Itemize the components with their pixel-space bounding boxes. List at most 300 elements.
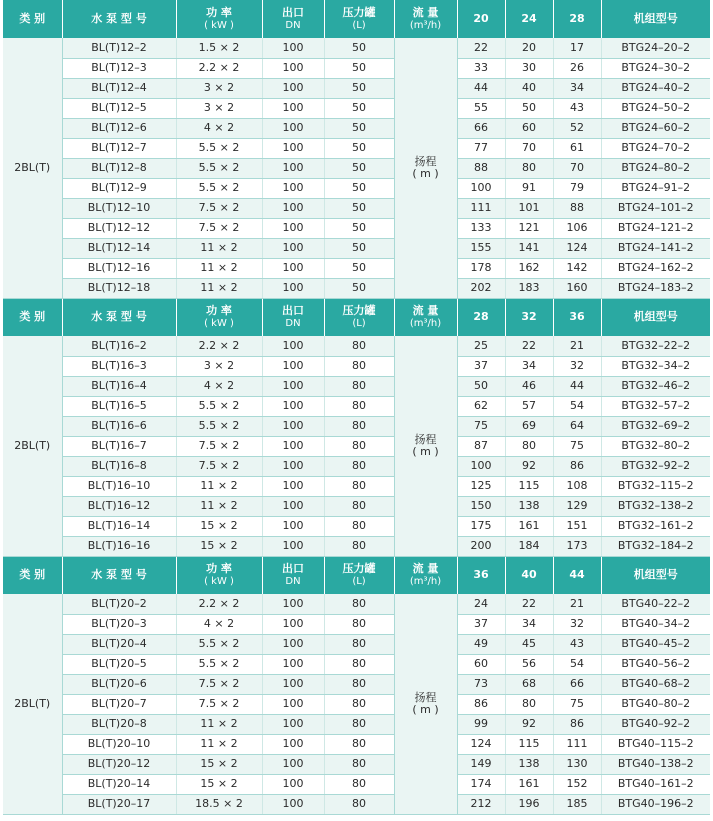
lift-value-cell: 115 — [505, 734, 553, 754]
header-tank — [324, 298, 394, 336]
lift-value-cell: 32 — [553, 356, 601, 376]
pump-model-cell: BL(T)20–17 — [62, 794, 176, 814]
power-cell: 15 × 2 — [176, 754, 262, 774]
lift-value-cell: 55 — [457, 98, 505, 118]
lift-value-cell: 61 — [553, 138, 601, 158]
tank-volume-cell: 80 — [324, 754, 394, 774]
header-category — [3, 0, 62, 38]
pump-model-cell: BL(T)20–7 — [62, 694, 176, 714]
tank-volume-cell: 80 — [324, 476, 394, 496]
header-flow-value — [505, 298, 553, 336]
header-outlet — [262, 298, 324, 336]
category-cell — [3, 594, 62, 814]
header-tank — [324, 0, 394, 38]
outlet-dn-cell: 100 — [262, 536, 324, 556]
lift-value-cell: 50 — [505, 98, 553, 118]
lift-value-cell: 161 — [505, 516, 553, 536]
pump-model-cell: BL(T)20–6 — [62, 674, 176, 694]
unit-model-cell: BTG32–22–2 — [601, 336, 710, 356]
lift-value-cell: 45 — [505, 634, 553, 654]
power-cell: 11 × 2 — [176, 238, 262, 258]
lift-value-cell: 173 — [553, 536, 601, 556]
unit-model-cell: BTG32–69–2 — [601, 416, 710, 436]
table-row — [3, 98, 710, 118]
table-row — [3, 436, 710, 456]
lift-value-cell: 100 — [457, 456, 505, 476]
lift-value-cell: 30 — [505, 58, 553, 78]
lift-value-cell: 21 — [553, 336, 601, 356]
unit-model-cell: BTG24–80–2 — [601, 158, 710, 178]
outlet-dn-cell: 100 — [262, 278, 324, 298]
section-header-row — [3, 0, 710, 38]
header-outlet — [262, 556, 324, 594]
pump-model-cell: BL(T)16–2 — [62, 336, 176, 356]
unit-model-cell: BTG24–70–2 — [601, 138, 710, 158]
power-cell: 5.5 × 2 — [176, 654, 262, 674]
header-outlet-unit: DN — [285, 19, 301, 31]
lift-value-cell: 183 — [505, 278, 553, 298]
table-row — [3, 634, 710, 654]
pump-model-cell: BL(T)20–14 — [62, 774, 176, 794]
lift-value-cell: 202 — [457, 278, 505, 298]
table-row — [3, 734, 710, 754]
header-flow-value-label: 44 — [569, 568, 585, 582]
lift-value-cell: 64 — [553, 416, 601, 436]
header-flow — [394, 556, 457, 594]
outlet-dn-cell: 100 — [262, 138, 324, 158]
unit-model-cell: BTG24–91–2 — [601, 178, 710, 198]
pump-model-cell: BL(T)12–3 — [62, 58, 176, 78]
lift-value-cell: 37 — [457, 614, 505, 634]
lift-value-cell: 200 — [457, 536, 505, 556]
lift-value-cell: 75 — [457, 416, 505, 436]
header-unit-model — [601, 0, 710, 38]
header-category-label: 类 别 — [19, 568, 46, 582]
tank-volume-cell: 80 — [324, 674, 394, 694]
lift-value-cell: 60 — [505, 118, 553, 138]
header-flow-value-label: 36 — [569, 310, 585, 324]
unit-model-cell: BTG40–45–2 — [601, 634, 710, 654]
header-power-label: 功 率 — [206, 562, 232, 576]
lift-value-cell: 130 — [553, 754, 601, 774]
category-label: 2BL(T) — [14, 438, 51, 452]
pump-model-cell: BL(T)12–12 — [62, 218, 176, 238]
header-unit-model-label: 机组型号 — [633, 310, 678, 324]
tank-volume-cell: 80 — [324, 356, 394, 376]
unit-model-cell: BTG40–115–2 — [601, 734, 710, 754]
table-row — [3, 178, 710, 198]
table-row — [3, 536, 710, 556]
lift-value-cell: 60 — [457, 654, 505, 674]
header-flow-value-label: 28 — [473, 310, 489, 324]
power-cell: 5.5 × 2 — [176, 138, 262, 158]
unit-model-cell: BTG32–138–2 — [601, 496, 710, 516]
tank-volume-cell: 80 — [324, 634, 394, 654]
outlet-dn-cell: 100 — [262, 476, 324, 496]
header-power-unit: ( kW ) — [204, 19, 234, 31]
power-cell: 2.2 × 2 — [176, 58, 262, 78]
header-flow-value — [553, 556, 601, 594]
header-unit-model — [601, 298, 710, 336]
header-tank-unit: (L) — [352, 575, 366, 587]
lift-value-cell: 66 — [553, 674, 601, 694]
tank-volume-cell: 50 — [324, 98, 394, 118]
lift-value-cell: 33 — [457, 58, 505, 78]
header-flow-value-label: 24 — [521, 12, 537, 26]
table-row — [3, 218, 710, 238]
lift-value-cell: 62 — [457, 396, 505, 416]
header-category — [3, 298, 62, 336]
header-outlet-label: 出口 — [282, 5, 304, 19]
lift-cell — [394, 38, 457, 298]
lift-value-cell: 20 — [505, 38, 553, 58]
unit-model-cell: BTG24–20–2 — [601, 38, 710, 58]
lift-value-cell: 49 — [457, 634, 505, 654]
table-row — [3, 456, 710, 476]
power-cell: 5.5 × 2 — [176, 178, 262, 198]
header-flow-label: 流 量 — [412, 5, 439, 19]
outlet-dn-cell: 100 — [262, 614, 324, 634]
power-cell: 4 × 2 — [176, 118, 262, 138]
header-flow-value — [457, 0, 505, 38]
lift-value-cell: 142 — [553, 258, 601, 278]
power-cell: 11 × 2 — [176, 734, 262, 754]
header-power — [176, 0, 262, 38]
header-pump-model-label: 水 泵 型 号 — [91, 310, 147, 324]
lift-value-cell: 106 — [553, 218, 601, 238]
pump-model-cell: BL(T)16–12 — [62, 496, 176, 516]
header-flow-unit: (m³/h) — [409, 19, 442, 31]
table-row — [3, 158, 710, 178]
tank-volume-cell: 50 — [324, 38, 394, 58]
lift-value-cell: 21 — [553, 594, 601, 614]
lift-value-cell: 69 — [505, 416, 553, 436]
lift-value-cell: 17 — [553, 38, 601, 58]
tank-volume-cell: 50 — [324, 158, 394, 178]
header-flow-value-label: 32 — [521, 310, 537, 324]
pump-model-cell: BL(T)16–7 — [62, 436, 176, 456]
table-row — [3, 654, 710, 674]
lift-unit: ( m ) — [412, 444, 439, 458]
lift-value-cell: 54 — [553, 654, 601, 674]
unit-model-cell: BTG40–80–2 — [601, 694, 710, 714]
tank-volume-cell: 80 — [324, 516, 394, 536]
header-power-unit: ( kW ) — [204, 575, 234, 587]
outlet-dn-cell: 100 — [262, 98, 324, 118]
lift-value-cell: 161 — [505, 774, 553, 794]
table-row — [3, 416, 710, 436]
pump-model-cell: BL(T)12–7 — [62, 138, 176, 158]
lift-value-cell: 92 — [505, 456, 553, 476]
category-label: 2BL(T) — [14, 696, 51, 710]
unit-model-cell: BTG40–68–2 — [601, 674, 710, 694]
lift-value-cell: 121 — [505, 218, 553, 238]
lift-cell — [394, 336, 457, 556]
power-cell: 18.5 × 2 — [176, 794, 262, 814]
header-outlet — [262, 0, 324, 38]
power-cell: 15 × 2 — [176, 516, 262, 536]
header-power — [176, 298, 262, 336]
lift-cell — [394, 594, 457, 814]
lift-value-cell: 174 — [457, 774, 505, 794]
power-cell: 7.5 × 2 — [176, 456, 262, 476]
header-category — [3, 556, 62, 594]
table-row — [3, 674, 710, 694]
category-cell — [3, 336, 62, 556]
outlet-dn-cell: 100 — [262, 774, 324, 794]
pump-model-cell: BL(T)12–4 — [62, 78, 176, 98]
pump-model-cell: BL(T)12–6 — [62, 118, 176, 138]
header-tank-unit: (L) — [352, 317, 366, 329]
outlet-dn-cell: 100 — [262, 674, 324, 694]
lift-value-cell: 151 — [553, 516, 601, 536]
outlet-dn-cell: 100 — [262, 238, 324, 258]
header-unit-model-label: 机组型号 — [633, 12, 678, 26]
tank-volume-cell: 50 — [324, 198, 394, 218]
header-flow-value-label: 28 — [569, 12, 585, 26]
lift-value-cell: 124 — [553, 238, 601, 258]
header-outlet-label: 出口 — [282, 562, 304, 576]
unit-model-cell: BTG24–101–2 — [601, 198, 710, 218]
power-cell: 2.2 × 2 — [176, 336, 262, 356]
tank-volume-cell: 80 — [324, 654, 394, 674]
unit-model-cell: BTG40–161–2 — [601, 774, 710, 794]
lift-value-cell: 184 — [505, 536, 553, 556]
pump-spec-table — [3, 0, 710, 815]
outlet-dn-cell: 100 — [262, 38, 324, 58]
lift-value-cell: 141 — [505, 238, 553, 258]
power-cell: 3 × 2 — [176, 78, 262, 98]
lift-value-cell: 44 — [457, 78, 505, 98]
lift-value-cell: 100 — [457, 178, 505, 198]
table-row — [3, 258, 710, 278]
lift-value-cell: 124 — [457, 734, 505, 754]
pump-model-cell: BL(T)16–4 — [62, 376, 176, 396]
table-row — [3, 58, 710, 78]
power-cell: 7.5 × 2 — [176, 436, 262, 456]
outlet-dn-cell: 100 — [262, 516, 324, 536]
lift-value-cell: 88 — [553, 198, 601, 218]
tank-volume-cell: 80 — [324, 734, 394, 754]
lift-value-cell: 25 — [457, 336, 505, 356]
lift-value-cell: 108 — [553, 476, 601, 496]
pump-model-cell: BL(T)16–10 — [62, 476, 176, 496]
unit-model-cell: BTG24–162–2 — [601, 258, 710, 278]
category-label: 2BL(T) — [14, 160, 51, 174]
power-cell: 15 × 2 — [176, 536, 262, 556]
power-cell: 5.5 × 2 — [176, 634, 262, 654]
lift-value-cell: 34 — [505, 356, 553, 376]
tank-volume-cell: 80 — [324, 694, 394, 714]
pump-model-cell: BL(T)20–12 — [62, 754, 176, 774]
header-power-label: 功 率 — [206, 5, 232, 19]
outlet-dn-cell: 100 — [262, 456, 324, 476]
outlet-dn-cell: 100 — [262, 654, 324, 674]
table-row — [3, 198, 710, 218]
lift-value-cell: 66 — [457, 118, 505, 138]
unit-model-cell: BTG32–161–2 — [601, 516, 710, 536]
table-row — [3, 714, 710, 734]
lift-value-cell: 34 — [505, 614, 553, 634]
pump-model-cell: BL(T)12–10 — [62, 198, 176, 218]
lift-value-cell: 75 — [553, 436, 601, 456]
table-row — [3, 336, 710, 356]
table-row — [3, 694, 710, 714]
power-cell: 1.5 × 2 — [176, 38, 262, 58]
outlet-dn-cell: 100 — [262, 336, 324, 356]
header-flow-label: 流 量 — [412, 304, 439, 318]
tank-volume-cell: 50 — [324, 138, 394, 158]
table-row — [3, 516, 710, 536]
lift-value-cell: 99 — [457, 714, 505, 734]
lift-value-cell: 150 — [457, 496, 505, 516]
unit-model-cell: BTG24–50–2 — [601, 98, 710, 118]
table-row — [3, 278, 710, 298]
lift-value-cell: 115 — [505, 476, 553, 496]
lift-value-cell: 86 — [457, 694, 505, 714]
lift-value-cell: 162 — [505, 258, 553, 278]
power-cell: 7.5 × 2 — [176, 694, 262, 714]
table-row — [3, 774, 710, 794]
unit-model-cell: BTG32–57–2 — [601, 396, 710, 416]
table-row — [3, 594, 710, 614]
tank-volume-cell: 80 — [324, 614, 394, 634]
tank-volume-cell: 80 — [324, 456, 394, 476]
table-row — [3, 78, 710, 98]
table-row — [3, 754, 710, 774]
unit-model-cell: BTG32–115–2 — [601, 476, 710, 496]
lift-value-cell: 34 — [553, 78, 601, 98]
power-cell: 7.5 × 2 — [176, 674, 262, 694]
pump-model-cell: BL(T)12–2 — [62, 38, 176, 58]
unit-model-cell: BTG40–34–2 — [601, 614, 710, 634]
table-row — [3, 38, 710, 58]
pump-model-cell: BL(T)12–9 — [62, 178, 176, 198]
outlet-dn-cell: 100 — [262, 356, 324, 376]
lift-value-cell: 138 — [505, 754, 553, 774]
lift-value-cell: 101 — [505, 198, 553, 218]
header-flow-value-label: 36 — [473, 568, 489, 582]
power-cell: 11 × 2 — [176, 278, 262, 298]
lift-value-cell: 43 — [553, 634, 601, 654]
unit-model-cell: BTG24–60–2 — [601, 118, 710, 138]
unit-model-cell: BTG40–196–2 — [601, 794, 710, 814]
header-tank-label: 压力罐 — [342, 562, 376, 576]
outlet-dn-cell: 100 — [262, 198, 324, 218]
lift-value-cell: 91 — [505, 178, 553, 198]
header-flow-value-label: 40 — [521, 568, 537, 582]
tank-volume-cell: 80 — [324, 336, 394, 356]
category-cell — [3, 38, 62, 298]
header-flow — [394, 0, 457, 38]
lift-value-cell: 80 — [505, 694, 553, 714]
lift-value-cell: 86 — [553, 714, 601, 734]
lift-unit: ( m ) — [412, 166, 439, 180]
table-row — [3, 376, 710, 396]
lift-value-cell: 80 — [505, 158, 553, 178]
header-power — [176, 556, 262, 594]
outlet-dn-cell: 100 — [262, 714, 324, 734]
lift-value-cell: 185 — [553, 794, 601, 814]
lift-value-cell: 79 — [553, 178, 601, 198]
lift-value-cell: 22 — [457, 38, 505, 58]
power-cell: 11 × 2 — [176, 476, 262, 496]
lift-value-cell: 155 — [457, 238, 505, 258]
header-pump-model — [62, 298, 176, 336]
pump-model-cell: BL(T)16–8 — [62, 456, 176, 476]
header-pump-model-label: 水 泵 型 号 — [91, 568, 147, 582]
lift-label: 扬程 — [414, 433, 437, 447]
power-cell: 5.5 × 2 — [176, 158, 262, 178]
lift-label: 扬程 — [414, 691, 437, 705]
lift-value-cell: 70 — [505, 138, 553, 158]
header-flow-unit: (m³/h) — [409, 317, 442, 329]
tank-volume-cell: 50 — [324, 58, 394, 78]
tank-volume-cell: 50 — [324, 78, 394, 98]
lift-value-cell: 125 — [457, 476, 505, 496]
header-unit-model-label: 机组型号 — [633, 568, 678, 582]
tank-volume-cell: 50 — [324, 238, 394, 258]
lift-value-cell: 54 — [553, 396, 601, 416]
pump-model-cell: BL(T)12–18 — [62, 278, 176, 298]
lift-value-cell: 43 — [553, 98, 601, 118]
outlet-dn-cell: 100 — [262, 178, 324, 198]
lift-value-cell: 160 — [553, 278, 601, 298]
section-header-row — [3, 298, 710, 336]
tank-volume-cell: 50 — [324, 178, 394, 198]
header-flow-value — [553, 0, 601, 38]
lift-value-cell: 73 — [457, 674, 505, 694]
unit-model-cell: BTG40–56–2 — [601, 654, 710, 674]
header-pump-model-label: 水 泵 型 号 — [91, 12, 147, 26]
lift-value-cell: 50 — [457, 376, 505, 396]
power-cell: 2.2 × 2 — [176, 594, 262, 614]
tank-volume-cell: 80 — [324, 594, 394, 614]
power-cell: 11 × 2 — [176, 496, 262, 516]
pump-model-cell: BL(T)16–6 — [62, 416, 176, 436]
header-flow-value-label: 20 — [473, 12, 489, 26]
outlet-dn-cell: 100 — [262, 78, 324, 98]
lift-value-cell: 22 — [505, 336, 553, 356]
tank-volume-cell: 50 — [324, 118, 394, 138]
outlet-dn-cell: 100 — [262, 634, 324, 654]
tank-volume-cell: 80 — [324, 714, 394, 734]
table-row — [3, 138, 710, 158]
power-cell: 5.5 × 2 — [176, 416, 262, 436]
tank-volume-cell: 80 — [324, 436, 394, 456]
lift-value-cell: 32 — [553, 614, 601, 634]
lift-value-cell: 77 — [457, 138, 505, 158]
header-category-label: 类 别 — [19, 310, 46, 324]
power-cell: 5.5 × 2 — [176, 396, 262, 416]
lift-value-cell: 68 — [505, 674, 553, 694]
unit-model-cell: BTG40–22–2 — [601, 594, 710, 614]
pump-model-cell: BL(T)16–3 — [62, 356, 176, 376]
header-category-label: 类 别 — [19, 12, 46, 26]
tank-volume-cell: 80 — [324, 536, 394, 556]
table-row — [3, 396, 710, 416]
unit-model-cell: BTG32–92–2 — [601, 456, 710, 476]
power-cell: 4 × 2 — [176, 614, 262, 634]
lift-value-cell: 44 — [553, 376, 601, 396]
outlet-dn-cell: 100 — [262, 58, 324, 78]
unit-model-cell: BTG32–80–2 — [601, 436, 710, 456]
outlet-dn-cell: 100 — [262, 694, 324, 714]
lift-value-cell: 111 — [553, 734, 601, 754]
lift-value-cell: 52 — [553, 118, 601, 138]
lift-value-cell: 80 — [505, 436, 553, 456]
unit-model-cell: BTG40–138–2 — [601, 754, 710, 774]
